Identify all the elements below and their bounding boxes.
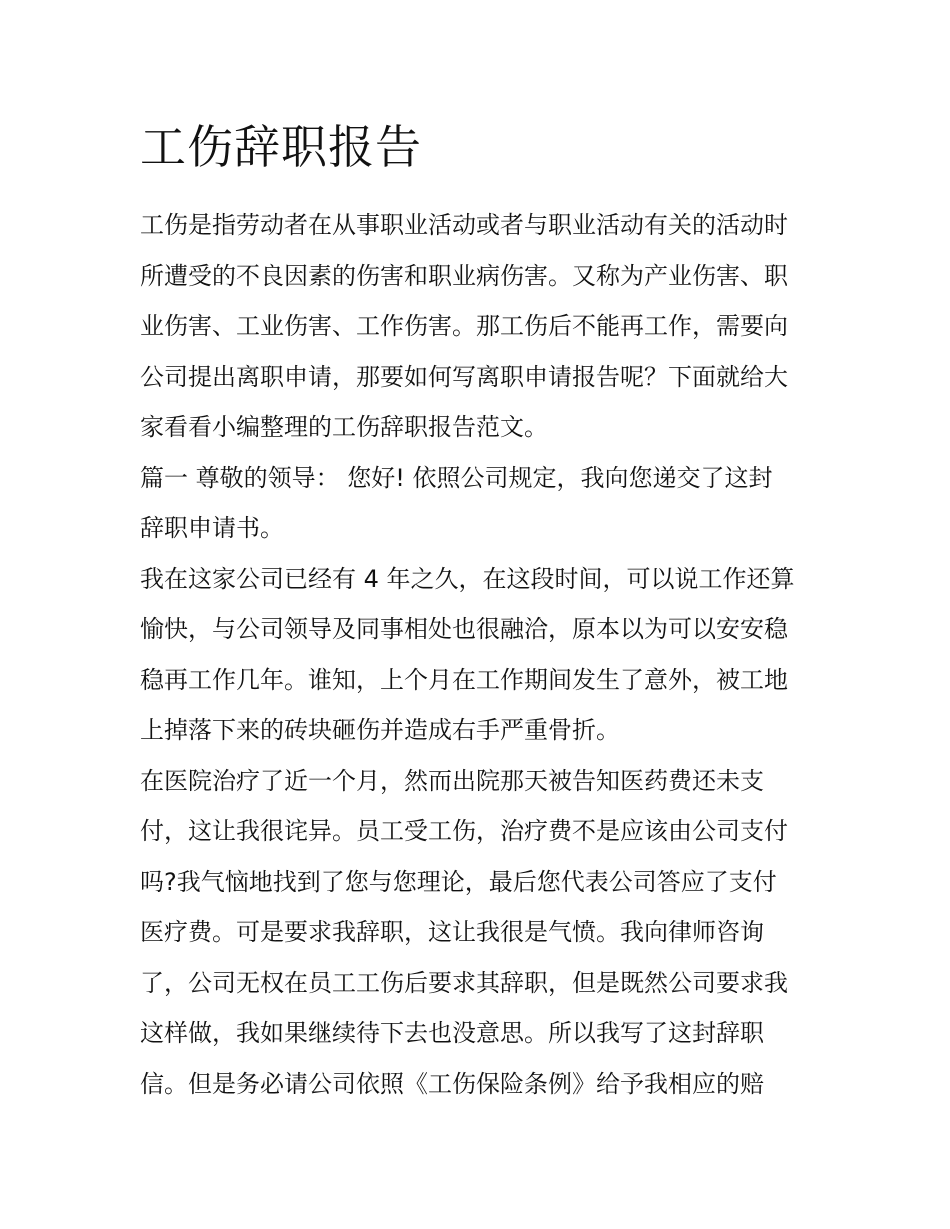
text-line: 了，公司无权在员工工伤后要求其辞职，但是既然公司要求我 [140, 968, 788, 997]
text-line: 家看看小编整理的工伤辞职报告范文。 [140, 413, 548, 441]
text-line: 工伤是指劳动者在从事职业活动或者与职业活动有关的活动时 [140, 211, 788, 239]
text-line: 这样做，我如果继续待下去也没意思。所以我写了这封辞职 [140, 1019, 764, 1047]
body-text [140, 200, 820, 1109]
text-line: 医疗费。可是要求我辞职，这让我很是气愤。我向律师咨询 [140, 918, 764, 946]
text-line: 所遭受的不良因素的伤害和职业病伤害。又称为产业伤害、职 [140, 261, 788, 290]
text-line: 篇一 尊敬的领导： 您好! 依照公司规定，我向您递交了这封 [140, 463, 773, 492]
text-line: 稳再工作几年。谁知，上个月在工作期间发生了意外，被工地 [140, 665, 788, 694]
text-line: 在医院治疗了近一个月，然而出院那天被告知医药费还未支 [140, 766, 764, 795]
text-line: 付，这让我很诧异。员工受工伤，治疗费不是应该由公司支付 [140, 817, 788, 845]
text-line: 公司提出离职申请，那要如何写离职申请报告呢？下面就给大 [140, 362, 788, 391]
text-line: 业伤害、工业伤害、工作伤害。那工伤后不能再工作，需要向 [140, 312, 788, 340]
text-line: 辞职申请书。 [140, 514, 284, 542]
text-line: 信。但是务必请公司依照《工伤保险条例》给予我相应的赔 [140, 1069, 764, 1098]
text-line: 吗?我气恼地找到了您与您理论，最后您代表公司答应了支付 [140, 867, 777, 896]
page-title: 工伤辞职报告 [140, 120, 422, 174]
text-line: 我在这家公司已经有 4 年之久，在这段时间，可以说工作还算 [140, 564, 795, 593]
text-line: 愉快，与公司领导及同事相处也很融洽，原本以为可以安安稳 [140, 615, 788, 643]
text-line: 上掉落下来的砖块砸伤并造成右手严重骨折。 [140, 716, 620, 744]
